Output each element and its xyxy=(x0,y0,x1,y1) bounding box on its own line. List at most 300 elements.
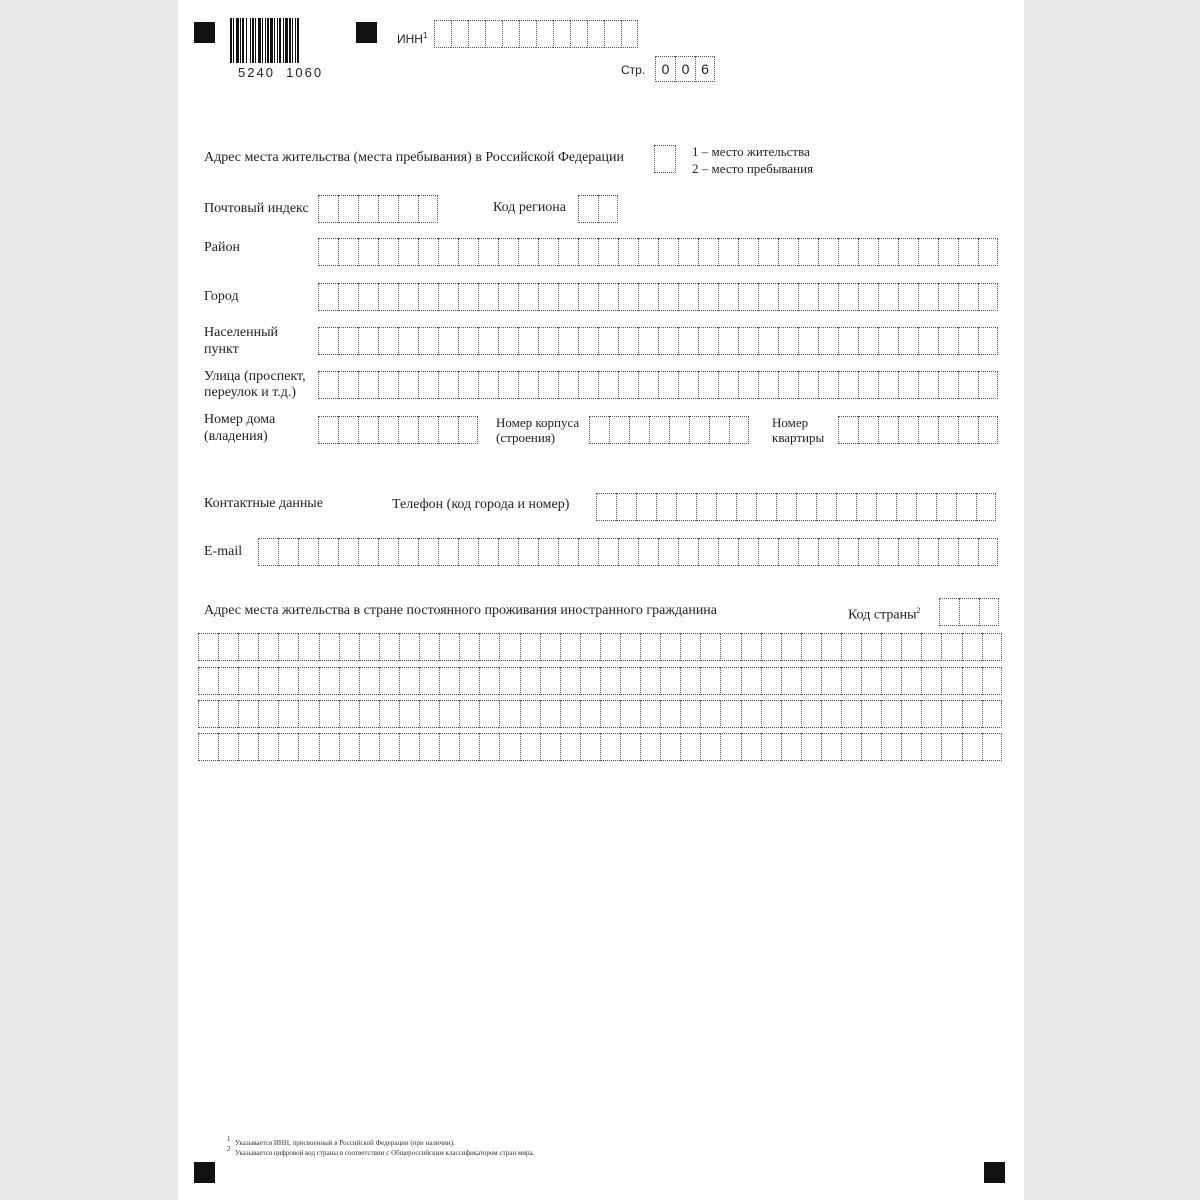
input-cell[interactable] xyxy=(838,371,858,399)
input-cell[interactable] xyxy=(198,733,218,761)
input-cell[interactable] xyxy=(878,283,898,311)
input-cell[interactable] xyxy=(938,238,958,266)
input-cell[interactable] xyxy=(918,538,938,566)
input-cell[interactable] xyxy=(558,283,578,311)
input-cell[interactable] xyxy=(558,371,578,399)
input-cell[interactable] xyxy=(558,238,578,266)
input-cell[interactable] xyxy=(498,371,518,399)
input-cell[interactable] xyxy=(921,667,941,695)
input-cell[interactable] xyxy=(198,667,218,695)
input-cell[interactable] xyxy=(518,327,538,355)
input-cell[interactable] xyxy=(358,238,378,266)
input-cell[interactable] xyxy=(338,538,358,566)
input-cell[interactable] xyxy=(298,633,318,661)
input-cell[interactable] xyxy=(796,493,816,521)
input-cell[interactable] xyxy=(821,667,841,695)
input-cell[interactable] xyxy=(518,371,538,399)
house-number-field[interactable] xyxy=(318,416,478,444)
input-cell[interactable] xyxy=(821,633,841,661)
input-cell[interactable] xyxy=(338,283,358,311)
input-cell[interactable] xyxy=(319,700,339,728)
input-cell[interactable] xyxy=(598,238,618,266)
input-cell[interactable] xyxy=(218,667,238,695)
input-cell[interactable] xyxy=(640,733,660,761)
input-cell[interactable] xyxy=(982,700,1002,728)
input-cell[interactable] xyxy=(638,327,658,355)
input-cell[interactable] xyxy=(898,238,918,266)
input-cell[interactable] xyxy=(941,700,961,728)
input-cell[interactable] xyxy=(553,20,570,48)
input-cell[interactable] xyxy=(398,238,418,266)
input-cell[interactable] xyxy=(958,327,978,355)
input-cell[interactable] xyxy=(700,667,720,695)
input-cell[interactable] xyxy=(318,538,338,566)
input-cell[interactable] xyxy=(976,493,996,521)
input-cell[interactable] xyxy=(638,538,658,566)
input-cell[interactable] xyxy=(638,238,658,266)
input-cell[interactable] xyxy=(918,283,938,311)
input-cell[interactable] xyxy=(434,20,451,48)
input-cell[interactable] xyxy=(660,667,680,695)
input-cell[interactable] xyxy=(598,538,618,566)
input-cell[interactable] xyxy=(540,667,560,695)
input-cell[interactable] xyxy=(580,700,600,728)
input-cell[interactable] xyxy=(680,700,700,728)
input-cell[interactable] xyxy=(758,538,778,566)
input-cell[interactable] xyxy=(458,538,478,566)
input-cell[interactable] xyxy=(378,195,398,223)
input-cell[interactable] xyxy=(398,327,418,355)
input-cell[interactable] xyxy=(468,20,485,48)
input-cell[interactable] xyxy=(978,416,998,444)
input-cell[interactable] xyxy=(798,327,818,355)
input-cell[interactable] xyxy=(838,416,858,444)
input-cell[interactable] xyxy=(758,238,778,266)
input-cell[interactable] xyxy=(741,667,761,695)
input-cell[interactable] xyxy=(520,733,540,761)
input-cell[interactable] xyxy=(738,238,758,266)
input-cell[interactable] xyxy=(379,633,399,661)
input-cell[interactable] xyxy=(378,538,398,566)
input-cell[interactable] xyxy=(451,20,468,48)
input-cell[interactable] xyxy=(876,493,896,521)
input-cell[interactable] xyxy=(318,416,338,444)
input-cell[interactable] xyxy=(858,416,878,444)
input-cell[interactable] xyxy=(278,633,298,661)
input-cell[interactable] xyxy=(700,700,720,728)
input-cell[interactable] xyxy=(478,283,498,311)
input-cell[interactable] xyxy=(479,733,499,761)
input-cell[interactable] xyxy=(898,327,918,355)
input-cell[interactable] xyxy=(520,633,540,661)
input-cell[interactable] xyxy=(698,371,718,399)
city-field[interactable] xyxy=(318,283,998,311)
input-cell[interactable] xyxy=(618,371,638,399)
foreign-address-row-2[interactable] xyxy=(198,667,1002,695)
input-cell[interactable] xyxy=(761,667,781,695)
input-cell[interactable] xyxy=(962,667,982,695)
input-cell[interactable] xyxy=(499,667,519,695)
input-cell[interactable] xyxy=(540,700,560,728)
input-cell[interactable] xyxy=(841,700,861,728)
input-cell[interactable] xyxy=(640,700,660,728)
input-cell[interactable] xyxy=(298,733,318,761)
input-cell[interactable] xyxy=(618,238,638,266)
input-cell[interactable] xyxy=(198,700,218,728)
input-cell[interactable] xyxy=(656,493,676,521)
input-cell[interactable] xyxy=(658,371,678,399)
input-cell[interactable] xyxy=(738,283,758,311)
input-cell[interactable] xyxy=(319,667,339,695)
input-cell[interactable] xyxy=(680,633,700,661)
input-cell[interactable] xyxy=(709,416,729,444)
input-cell[interactable] xyxy=(978,238,998,266)
input-cell[interactable] xyxy=(678,283,698,311)
input-cell[interactable] xyxy=(439,733,459,761)
input-cell[interactable] xyxy=(379,700,399,728)
input-cell[interactable] xyxy=(338,416,358,444)
input-cell[interactable] xyxy=(858,538,878,566)
input-cell[interactable] xyxy=(418,238,438,266)
input-cell[interactable] xyxy=(298,538,318,566)
input-cell[interactable] xyxy=(978,538,998,566)
input-cell[interactable] xyxy=(698,283,718,311)
input-cell[interactable] xyxy=(399,633,419,661)
input-cell[interactable] xyxy=(458,238,478,266)
input-cell[interactable] xyxy=(638,283,658,311)
input-cell[interactable] xyxy=(598,283,618,311)
input-cell[interactable] xyxy=(418,283,438,311)
input-cell[interactable] xyxy=(698,238,718,266)
input-cell[interactable] xyxy=(278,667,298,695)
input-cell[interactable] xyxy=(696,493,716,521)
input-cell[interactable] xyxy=(238,633,258,661)
input-cell[interactable] xyxy=(939,598,959,626)
input-cell[interactable] xyxy=(278,700,298,728)
input-cell[interactable] xyxy=(982,667,1002,695)
input-cell[interactable] xyxy=(618,327,638,355)
input-cell[interactable] xyxy=(459,633,479,661)
input-cell[interactable] xyxy=(778,538,798,566)
input-cell[interactable] xyxy=(538,283,558,311)
input-cell[interactable] xyxy=(978,283,998,311)
input-cell[interactable] xyxy=(718,238,738,266)
input-cell[interactable] xyxy=(761,700,781,728)
input-cell[interactable] xyxy=(338,195,358,223)
input-cell[interactable] xyxy=(319,633,339,661)
input-cell[interactable] xyxy=(587,20,604,48)
input-cell[interactable] xyxy=(479,667,499,695)
input-cell[interactable] xyxy=(898,538,918,566)
input-cell[interactable] xyxy=(878,371,898,399)
input-cell[interactable] xyxy=(580,667,600,695)
input-cell[interactable] xyxy=(540,733,560,761)
input-cell[interactable] xyxy=(578,327,598,355)
input-cell[interactable] xyxy=(378,283,398,311)
input-cell[interactable] xyxy=(720,733,740,761)
input-cell[interactable] xyxy=(538,371,558,399)
input-cell[interactable] xyxy=(781,733,801,761)
input-cell[interactable] xyxy=(238,667,258,695)
input-cell[interactable] xyxy=(538,238,558,266)
input-cell[interactable] xyxy=(498,283,518,311)
input-cell[interactable] xyxy=(778,238,798,266)
input-cell[interactable] xyxy=(578,238,598,266)
input-cell[interactable] xyxy=(898,283,918,311)
input-cell[interactable] xyxy=(798,238,818,266)
input-cell[interactable] xyxy=(458,327,478,355)
input-cell[interactable] xyxy=(758,327,778,355)
input-cell[interactable] xyxy=(861,633,881,661)
input-cell[interactable] xyxy=(419,733,439,761)
input-cell[interactable] xyxy=(459,733,479,761)
input-cell[interactable] xyxy=(736,493,756,521)
input-cell[interactable] xyxy=(658,327,678,355)
input-cell[interactable] xyxy=(499,733,519,761)
input-cell[interactable] xyxy=(618,283,638,311)
input-cell[interactable] xyxy=(838,538,858,566)
foreign-address-row-4[interactable] xyxy=(198,733,1002,761)
input-cell[interactable] xyxy=(439,700,459,728)
input-cell[interactable] xyxy=(620,667,640,695)
input-cell[interactable] xyxy=(938,371,958,399)
input-cell[interactable] xyxy=(801,700,821,728)
inn-field[interactable] xyxy=(434,20,638,48)
input-cell[interactable] xyxy=(738,371,758,399)
input-cell[interactable] xyxy=(358,283,378,311)
input-cell[interactable] xyxy=(938,327,958,355)
input-cell[interactable] xyxy=(379,667,399,695)
input-cell[interactable] xyxy=(649,416,669,444)
input-cell[interactable] xyxy=(620,733,640,761)
input-cell[interactable] xyxy=(878,538,898,566)
input-cell[interactable] xyxy=(861,667,881,695)
input-cell[interactable] xyxy=(498,238,518,266)
input-cell[interactable] xyxy=(858,327,878,355)
input-cell[interactable] xyxy=(778,283,798,311)
input-cell[interactable] xyxy=(678,371,698,399)
input-cell[interactable] xyxy=(654,145,676,173)
input-cell[interactable] xyxy=(698,327,718,355)
input-cell[interactable] xyxy=(958,371,978,399)
input-cell[interactable] xyxy=(338,371,358,399)
input-cell[interactable] xyxy=(958,538,978,566)
input-cell[interactable] xyxy=(578,283,598,311)
input-cell[interactable] xyxy=(660,700,680,728)
input-cell[interactable] xyxy=(941,733,961,761)
input-cell[interactable] xyxy=(359,733,379,761)
input-cell[interactable] xyxy=(982,733,1002,761)
input-cell[interactable] xyxy=(419,667,439,695)
input-cell[interactable] xyxy=(560,700,580,728)
input-cell[interactable] xyxy=(459,667,479,695)
input-cell[interactable] xyxy=(600,667,620,695)
input-cell[interactable] xyxy=(818,327,838,355)
input-cell[interactable] xyxy=(578,371,598,399)
input-cell[interactable] xyxy=(636,493,656,521)
input-cell[interactable] xyxy=(536,20,553,48)
input-cell[interactable] xyxy=(438,283,458,311)
input-cell[interactable] xyxy=(258,733,278,761)
input-cell[interactable] xyxy=(816,493,836,521)
input-cell[interactable] xyxy=(936,493,956,521)
input-cell[interactable] xyxy=(741,733,761,761)
input-cell[interactable] xyxy=(836,493,856,521)
input-cell[interactable] xyxy=(938,283,958,311)
input-cell[interactable] xyxy=(358,371,378,399)
input-cell[interactable] xyxy=(519,20,536,48)
input-cell[interactable] xyxy=(921,633,941,661)
input-cell[interactable] xyxy=(499,700,519,728)
input-cell[interactable] xyxy=(718,371,738,399)
input-cell[interactable] xyxy=(609,416,629,444)
input-cell[interactable] xyxy=(801,633,821,661)
foreign-address-row-1[interactable] xyxy=(198,633,1002,661)
input-cell[interactable] xyxy=(459,700,479,728)
input-cell[interactable] xyxy=(478,238,498,266)
input-cell[interactable] xyxy=(318,371,338,399)
input-cell[interactable] xyxy=(589,416,609,444)
input-cell[interactable] xyxy=(878,416,898,444)
input-cell[interactable] xyxy=(485,20,502,48)
input-cell[interactable] xyxy=(781,633,801,661)
input-cell[interactable] xyxy=(658,538,678,566)
input-cell[interactable] xyxy=(689,416,709,444)
input-cell[interactable] xyxy=(898,371,918,399)
input-cell[interactable] xyxy=(520,700,540,728)
input-cell[interactable] xyxy=(941,633,961,661)
input-cell[interactable] xyxy=(620,700,640,728)
input-cell[interactable] xyxy=(858,371,878,399)
input-cell[interactable] xyxy=(358,416,378,444)
input-cell[interactable] xyxy=(359,700,379,728)
input-cell[interactable] xyxy=(741,700,761,728)
input-cell[interactable] xyxy=(881,667,901,695)
input-cell[interactable] xyxy=(498,538,518,566)
input-cell[interactable] xyxy=(978,371,998,399)
input-cell[interactable] xyxy=(398,416,418,444)
input-cell[interactable] xyxy=(418,371,438,399)
input-cell[interactable] xyxy=(898,416,918,444)
input-cell[interactable] xyxy=(838,327,858,355)
input-cell[interactable] xyxy=(962,733,982,761)
input-cell[interactable] xyxy=(502,20,519,48)
input-cell[interactable] xyxy=(938,416,958,444)
input-cell[interactable] xyxy=(660,633,680,661)
input-cell[interactable] xyxy=(399,733,419,761)
input-cell[interactable] xyxy=(658,283,678,311)
input-cell[interactable] xyxy=(818,238,838,266)
input-cell[interactable] xyxy=(278,733,298,761)
input-cell[interactable] xyxy=(738,327,758,355)
input-cell[interactable] xyxy=(518,238,538,266)
input-cell[interactable] xyxy=(339,667,359,695)
input-cell[interactable] xyxy=(419,700,439,728)
input-cell[interactable] xyxy=(821,700,841,728)
input-cell[interactable] xyxy=(720,667,740,695)
input-cell[interactable] xyxy=(818,283,838,311)
input-cell[interactable] xyxy=(758,283,778,311)
input-cell[interactable] xyxy=(718,538,738,566)
input-cell[interactable] xyxy=(838,238,858,266)
country-code-field[interactable] xyxy=(939,598,999,626)
input-cell[interactable] xyxy=(716,493,736,521)
input-cell[interactable] xyxy=(778,327,798,355)
postal-index-field[interactable] xyxy=(318,195,438,223)
input-cell[interactable] xyxy=(861,733,881,761)
input-cell[interactable] xyxy=(938,538,958,566)
input-cell[interactable] xyxy=(878,238,898,266)
input-cell[interactable] xyxy=(478,371,498,399)
input-cell[interactable] xyxy=(458,416,478,444)
input-cell[interactable] xyxy=(479,633,499,661)
input-cell[interactable] xyxy=(318,238,338,266)
input-cell[interactable] xyxy=(578,195,598,223)
input-cell[interactable] xyxy=(438,327,458,355)
input-cell[interactable] xyxy=(318,283,338,311)
input-cell[interactable] xyxy=(378,327,398,355)
input-cell[interactable] xyxy=(979,598,999,626)
input-cell[interactable] xyxy=(338,238,358,266)
input-cell[interactable] xyxy=(678,538,698,566)
input-cell[interactable] xyxy=(698,538,718,566)
input-cell[interactable] xyxy=(339,700,359,728)
input-cell[interactable] xyxy=(558,327,578,355)
input-cell[interactable] xyxy=(958,283,978,311)
input-cell[interactable] xyxy=(438,371,458,399)
input-cell[interactable] xyxy=(358,327,378,355)
input-cell[interactable] xyxy=(901,733,921,761)
input-cell[interactable] xyxy=(901,633,921,661)
input-cell[interactable] xyxy=(921,700,941,728)
input-cell[interactable] xyxy=(359,633,379,661)
phone-field[interactable] xyxy=(596,493,996,521)
input-cell[interactable] xyxy=(901,700,921,728)
input-cell[interactable] xyxy=(918,371,938,399)
input-cell[interactable] xyxy=(878,327,898,355)
residence-type-field[interactable] xyxy=(654,145,676,173)
input-cell[interactable] xyxy=(858,238,878,266)
input-cell[interactable] xyxy=(916,493,936,521)
input-cell[interactable] xyxy=(398,371,418,399)
input-cell[interactable] xyxy=(238,700,258,728)
input-cell[interactable] xyxy=(520,667,540,695)
input-cell[interactable] xyxy=(438,538,458,566)
input-cell[interactable] xyxy=(621,20,638,48)
input-cell[interactable] xyxy=(821,733,841,761)
input-cell[interactable] xyxy=(669,416,689,444)
input-cell[interactable] xyxy=(738,538,758,566)
input-cell[interactable] xyxy=(278,538,298,566)
input-cell[interactable] xyxy=(958,238,978,266)
input-cell[interactable] xyxy=(640,633,660,661)
input-cell[interactable] xyxy=(258,538,278,566)
input-cell[interactable] xyxy=(458,283,478,311)
input-cell[interactable] xyxy=(678,238,698,266)
foreign-address-row-3[interactable] xyxy=(198,700,1002,728)
input-cell[interactable] xyxy=(258,700,278,728)
input-cell[interactable] xyxy=(358,195,378,223)
input-cell[interactable] xyxy=(781,667,801,695)
input-cell[interactable] xyxy=(379,733,399,761)
input-cell[interactable] xyxy=(398,283,418,311)
input-cell[interactable] xyxy=(918,238,938,266)
input-cell[interactable] xyxy=(720,633,740,661)
region-code-field[interactable] xyxy=(578,195,618,223)
input-cell[interactable] xyxy=(858,283,878,311)
input-cell[interactable] xyxy=(540,633,560,661)
input-cell[interactable] xyxy=(238,733,258,761)
